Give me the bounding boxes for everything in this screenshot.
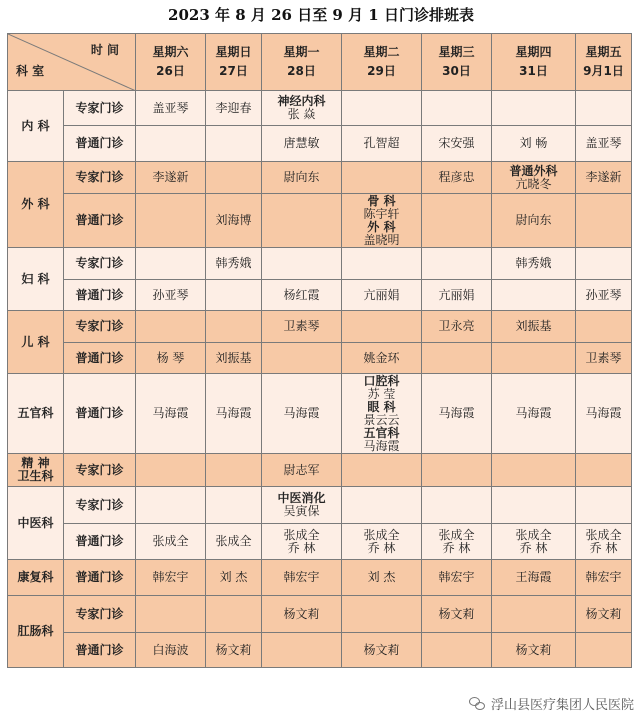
schedule-cell	[206, 454, 262, 487]
wechat-icon	[469, 697, 485, 710]
specialty-label: 普通外科	[509, 163, 558, 178]
doctor-name: 唐慧敏	[262, 126, 342, 162]
schedule-cell	[342, 487, 422, 524]
doctor-name: 马海霞	[262, 374, 342, 454]
table-row	[8, 248, 632, 280]
table-row	[8, 454, 632, 487]
specialty-label: 口腔科	[363, 373, 400, 388]
doctor-name: 王海霞	[492, 560, 576, 596]
type-cell-general: 普通门诊	[64, 633, 136, 668]
table-row	[8, 343, 632, 374]
type-cell-general: 普通门诊	[64, 524, 136, 560]
table-row	[8, 560, 632, 596]
schedule-cell	[206, 311, 262, 343]
doctor-name: 尉志军	[262, 454, 342, 487]
schedule-cell	[422, 248, 492, 280]
doctor-name: 张成全	[206, 524, 262, 560]
type-cell-expert: 专家门诊	[64, 596, 136, 633]
doctor-name: 杨文莉	[576, 596, 632, 633]
doctor-name: 刘 杰	[206, 560, 262, 596]
doctor-name: 卫素琴	[262, 311, 342, 343]
type-cell-general: 普通门诊	[64, 126, 136, 162]
doctor-name: 亢丽娟	[422, 280, 492, 311]
schedule-cell	[206, 596, 262, 633]
schedule-cell	[576, 311, 632, 343]
schedule-cell	[422, 524, 492, 560]
schedule-cell	[342, 596, 422, 633]
schedule-cell	[136, 311, 206, 343]
doctor-name: 李遂新	[136, 162, 206, 194]
schedule-cell	[342, 91, 422, 126]
doctor-name: 韩宏宇	[136, 560, 206, 596]
schedule-cell	[422, 487, 492, 524]
page-title: 2023 年 8 月 26 日至 9 月 1 日门诊排班表	[168, 6, 474, 24]
day-header: 星期五 9月1日	[576, 34, 632, 91]
doctor-name: 景云云	[363, 412, 400, 427]
doctor-name: 亢丽娟	[342, 280, 422, 311]
doctor-name: 盖亚琴	[576, 126, 632, 162]
schedule-cell	[492, 91, 576, 126]
watermark-text: 浮山县医疗集团人民医院	[490, 698, 634, 713]
doctor-name: 张成全	[585, 527, 622, 542]
schedule-cell	[576, 487, 632, 524]
type-cell-expert: 专家门诊	[64, 311, 136, 343]
doctor-name: 刘振基	[206, 343, 262, 374]
doctor-name: 刘振基	[492, 311, 576, 343]
doctor-name: 马海霞	[422, 374, 492, 454]
doctor-name: 张成全	[136, 524, 206, 560]
dept-cell-jingshen: 精 神 卫生科	[8, 454, 64, 487]
schedule-cell	[206, 487, 262, 524]
table-row	[8, 194, 632, 248]
wechat-watermark	[469, 694, 634, 713]
doctor-name: 韩宏宇	[262, 560, 342, 596]
table-row	[8, 596, 632, 633]
type-cell-expert: 专家门诊	[64, 248, 136, 280]
schedule-cell	[422, 91, 492, 126]
schedule-cell	[342, 524, 422, 560]
schedule-cell	[492, 487, 576, 524]
dept-cell-zhongyi: 中医科	[8, 487, 64, 560]
doctor-name: 韩秀娥	[492, 248, 576, 280]
dept-cell-waike: 外 科	[8, 162, 64, 248]
doctor-name: 张 焱	[287, 107, 316, 121]
day-header: 星期日 27日	[206, 34, 262, 91]
day-header: 星期二 29日	[342, 34, 422, 91]
day-header: 星期三 30日	[422, 34, 492, 91]
schedule-cell	[136, 596, 206, 633]
doctor-name: 李遂新	[576, 162, 632, 194]
type-cell-expert: 专家门诊	[64, 487, 136, 524]
schedule-cell	[206, 280, 262, 311]
doctor-name: 马海霞	[136, 374, 206, 454]
doctor-name: 卫素琴	[576, 343, 632, 374]
type-cell-general: 普通门诊	[64, 374, 136, 454]
doctor-name: 刘 杰	[342, 560, 422, 596]
specialty-label: 中医消化	[277, 491, 326, 505]
dept-cell-neike: 内 科	[8, 91, 64, 162]
doctor-name: 马海霞	[206, 374, 262, 454]
schedule-cell	[422, 194, 492, 248]
specialty-label: 骨 科	[367, 193, 396, 208]
schedule-cell	[576, 454, 632, 487]
day-header: 星期六 26日	[136, 34, 206, 91]
doctor-name: 韩宏宇	[576, 560, 632, 596]
schedule-cell	[492, 454, 576, 487]
schedule-cell	[136, 126, 206, 162]
doctor-name: 程彦忠	[422, 162, 492, 194]
table-row	[8, 487, 632, 524]
schedule-cell	[342, 374, 422, 454]
schedule-cell	[422, 633, 492, 668]
doctor-name: 盖亚琴	[136, 91, 206, 126]
doctor-name: 亢晓冬	[515, 176, 552, 191]
schedule-cell	[262, 91, 342, 126]
doctor-name: 乔 林	[519, 540, 548, 555]
day-header: 星期四 31日	[492, 34, 576, 91]
table-row	[8, 524, 632, 560]
schedule-cell	[262, 633, 342, 668]
doctor-name: 杨文莉	[342, 633, 422, 668]
dept-cell-erke: 儿 科	[8, 311, 64, 374]
schedule-cell	[342, 194, 422, 248]
dept-header-label: 科 室	[16, 64, 45, 78]
dept-cell-wuguan: 五官科	[8, 374, 64, 454]
doctor-name: 张成全	[363, 527, 400, 542]
table-row	[8, 280, 632, 311]
schedule-cell	[576, 524, 632, 560]
doctor-name: 杨 琴	[136, 343, 206, 374]
doctor-name: 苏 莹	[367, 386, 396, 401]
schedule-cell	[342, 162, 422, 194]
doctor-name: 杨文莉	[492, 633, 576, 668]
type-cell-expert: 专家门诊	[64, 162, 136, 194]
schedule-cell	[576, 91, 632, 126]
doctor-name: 杨文莉	[206, 633, 262, 668]
type-cell-general: 普通门诊	[64, 280, 136, 311]
type-cell-general: 普通门诊	[64, 560, 136, 596]
doctor-name: 马海霞	[492, 374, 576, 454]
doctor-name: 乔 林	[287, 540, 316, 555]
schedule-cell	[492, 596, 576, 633]
doctor-name: 宋安强	[422, 126, 492, 162]
day-header: 星期一 28日	[262, 34, 342, 91]
doctor-name: 杨文莉	[262, 596, 342, 633]
doctor-name: 马海霞	[576, 374, 632, 454]
doctor-name: 张成全	[515, 527, 552, 542]
type-cell-general: 普通门诊	[64, 343, 136, 374]
schedule-cell	[492, 524, 576, 560]
schedule-cell	[576, 194, 632, 248]
doctor-name: 盖晓明	[363, 232, 400, 247]
doctor-name: 韩秀娥	[206, 248, 262, 280]
table-row	[8, 162, 632, 194]
doctor-name: 韩宏宇	[422, 560, 492, 596]
schedule-cell	[422, 454, 492, 487]
schedule-cell	[342, 248, 422, 280]
specialty-label: 神经内科	[277, 94, 326, 108]
doctor-name: 李迎春	[206, 91, 262, 126]
schedule-cell	[206, 162, 262, 194]
dept-cell-gangchang: 肛肠科	[8, 596, 64, 668]
table-row	[8, 374, 632, 454]
doctor-name: 马海霞	[363, 438, 400, 453]
schedule-cell	[262, 487, 342, 524]
table-row	[8, 311, 632, 343]
doctor-name: 白海波	[136, 633, 206, 668]
schedule-cell	[492, 280, 576, 311]
table-row	[8, 633, 632, 668]
doctor-name: 乔 林	[367, 540, 396, 555]
schedule-cell	[262, 343, 342, 374]
doctor-name: 陈宇轩	[363, 206, 400, 221]
schedule-cell	[342, 311, 422, 343]
doctor-name: 卫永亮	[422, 311, 492, 343]
doctor-name: 乔 林	[589, 540, 618, 555]
schedule-cell	[262, 248, 342, 280]
doctor-name: 孙亚琴	[576, 280, 632, 311]
table-row	[8, 91, 632, 126]
doctor-name: 孔智超	[342, 126, 422, 162]
doctor-name: 张成全	[283, 527, 320, 542]
table-row	[8, 126, 632, 162]
schedule-cell	[262, 194, 342, 248]
doctor-name: 姚金环	[342, 343, 422, 374]
schedule-cell	[136, 487, 206, 524]
doctor-name: 孙亚琴	[136, 280, 206, 311]
schedule-cell	[136, 248, 206, 280]
schedule-cell	[136, 454, 206, 487]
doctor-name: 吴寅保	[283, 504, 320, 518]
doctor-name: 乔 林	[442, 540, 471, 555]
schedule-cell	[342, 454, 422, 487]
doctor-name: 刘海博	[206, 194, 262, 248]
schedule-cell	[576, 248, 632, 280]
doctor-name: 杨红霞	[262, 280, 342, 311]
specialty-label: 外 科	[367, 219, 396, 234]
doctor-name: 张成全	[438, 527, 475, 542]
doctor-name: 尉向东	[492, 194, 576, 248]
schedule-cell	[492, 343, 576, 374]
dept-cell-kangfu: 康复科	[8, 560, 64, 596]
specialty-label: 五官科	[363, 425, 400, 440]
time-header-label: 时 间	[90, 43, 119, 57]
schedule-cell	[136, 194, 206, 248]
schedule-cell	[492, 162, 576, 194]
doctor-name: 刘 畅	[492, 126, 576, 162]
type-cell-expert: 专家门诊	[64, 454, 136, 487]
schedule-cell	[576, 633, 632, 668]
doctor-name: 杨文莉	[422, 596, 492, 633]
schedule-table	[7, 33, 632, 668]
type-cell-general: 普通门诊	[64, 194, 136, 248]
doctor-name: 尉向东	[262, 162, 342, 194]
corner-header-cell	[8, 34, 136, 91]
schedule-cell	[206, 126, 262, 162]
schedule-cell	[262, 524, 342, 560]
dept-cell-fuke: 妇 科	[8, 248, 64, 311]
type-cell-expert: 专家门诊	[64, 91, 136, 126]
schedule-cell	[422, 343, 492, 374]
specialty-label: 眼 科	[367, 399, 396, 414]
